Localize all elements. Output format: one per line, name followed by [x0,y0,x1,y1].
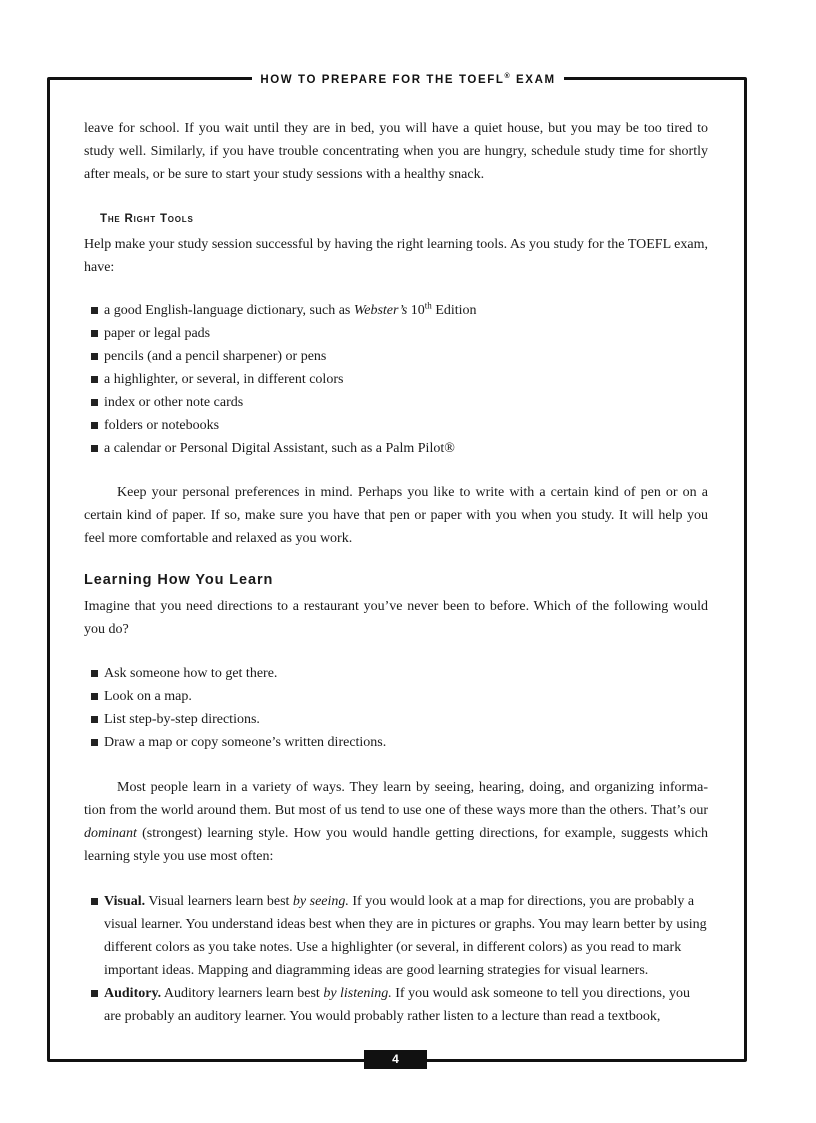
text-run: feel more comfortable and relaxed as you work. [84,531,353,546]
list-item [84,322,708,345]
list-item [84,662,708,685]
text-run: a good English-language dictionary, such as [104,303,354,318]
text-run: you do? [84,622,129,637]
bullet-square-icon [91,693,98,700]
text-run: a visual learner. You understand ideas best when they are in pictures or graphs. You may learn better by [104,894,695,932]
paragraph [84,117,708,186]
section-heading: Learning How You Learn [84,572,274,588]
bullet-square-icon [91,670,98,677]
text-run: Ask someone how to get there. [104,666,278,681]
text-run: Help make your study session successful by having the right learning tools. As you study for the TOEFL exam, [84,237,708,252]
subheading: The Right Tools [100,213,194,225]
text-run: well. Similarly, if you have trouble concentrating when you are hungry, schedule study time for shortly after [84,144,708,182]
text-run: tion from the world around them. But most of us tend to use one of these ways more than the others. That’s [84,803,686,818]
text-run: certain kind of paper. If so, make sure you have that pen or paper with you when you study. It will help you [84,508,708,523]
paragraph [84,481,708,550]
text-run: List step-by-step directions. [104,712,260,727]
list-item [84,982,708,1028]
list-item-text [104,372,343,387]
italic-text: Webster’s [353,303,408,318]
italic-text: dominant [84,826,137,841]
bold-text: Auditory. [104,986,162,1001]
text-run: are probably an auditory learner. You would probably rather listen to a lecture than read a textbook, [104,1009,661,1024]
text-run: a calendar or Personal Digital Assistant, such as a Palm Pilot® [104,441,455,456]
text-run: paper or legal pads [104,326,211,341]
bullet-square-icon [91,399,98,406]
list-item-text [104,689,192,704]
list-item-text [104,300,477,318]
italic-text: by seeing. [292,894,349,909]
text-run: which learning style you use most often: [84,826,708,864]
list-item [84,890,708,982]
text-run: index or other note cards [104,395,244,410]
text-run: Edition [431,303,477,318]
text-run: Imagine that you need directions to a restaurant you’ve never been to before. Which of the following would [84,599,708,614]
bullet-square-icon [91,716,98,723]
list-item-text [104,349,326,364]
text-run: 10 [407,303,425,318]
superscript: th [424,300,432,311]
bullet-list [84,890,708,1028]
bullet-list [84,662,708,754]
page-number: 4 [364,1050,427,1069]
paragraph [84,233,708,279]
bullet-square-icon [91,330,98,337]
list-item [84,345,708,368]
header-reg-mark: ® [504,73,512,81]
list-item [84,391,708,414]
italic-text: by listening. [323,986,392,1001]
list-item [84,731,708,754]
paragraph [84,595,708,641]
bullet-square-icon [91,445,98,452]
text-run: Most people learn in a variety of ways. They learn by seeing, hearing, doing, and organizing informa- [117,780,708,795]
list-item-text [104,326,210,341]
header-title-end: EXAM [511,74,556,86]
list-item-text [104,735,386,750]
text-run: meals, or be sure to start your study sessions with a healthy snack. [113,167,485,182]
list-item-text [104,441,455,456]
bullet-square-icon [91,376,98,383]
text-run: (strongest) learning style. How you would handle getting directions, for example, suggests [136,826,669,841]
text-run: Draw a map or copy someone’s written directions. [104,735,387,750]
list-item-text [104,712,260,727]
text-run: Auditory learners learn best [161,986,324,1001]
list-item-text [104,894,707,978]
bullet-square-icon [91,898,98,905]
list-item-text [104,418,219,433]
bold-text: Visual. [104,894,146,909]
running-header [0,70,816,88]
bullet-square-icon [91,353,98,360]
bullet-square-icon [91,990,98,997]
bullet-square-icon [91,422,98,429]
header-title: HOW TO PREPARE FOR THE TOEFL [260,74,505,86]
list-item-text [104,986,690,1024]
paragraph [84,776,708,868]
list-item [84,414,708,437]
text-run: pencils (and a pencil sharpener) or pens [104,349,327,364]
text-run: folders or notebooks [104,418,220,433]
list-item [84,708,708,731]
text-run: have: [84,260,115,275]
bullet-square-icon [91,307,98,314]
text-run: our [689,803,708,818]
text-run: If you would ask someone to tell you directions, you [391,986,690,1001]
list-item-text [104,666,277,681]
list-item [84,299,708,322]
text-run: Keep your personal preferences in mind. Perhaps you like to write with a certain kind of pen or on a [117,485,708,500]
list-item [84,437,708,460]
list-item-text [104,395,243,410]
bullet-list [84,299,708,460]
text-run: a highlighter, or several, in different colors [104,372,344,387]
list-item [84,368,708,391]
text-run: leave for school. If you wait until they are in bed, you will have a quiet house, but you may be too tired to study [84,121,708,159]
text-run: Look on a map. [104,689,192,704]
bullet-square-icon [91,739,98,746]
list-item [84,685,708,708]
text-run: using different colors as you take notes. Use a highlighter (or several, in different colors) as you read to [104,917,707,955]
text-run: Visual learners learn best [145,894,293,909]
text-run: If you would look at a map for directions, you are probably [348,894,685,909]
text-run: mark important ideas. Mapping and diagramming ideas are good learning strategies for visual learners. [104,940,682,978]
